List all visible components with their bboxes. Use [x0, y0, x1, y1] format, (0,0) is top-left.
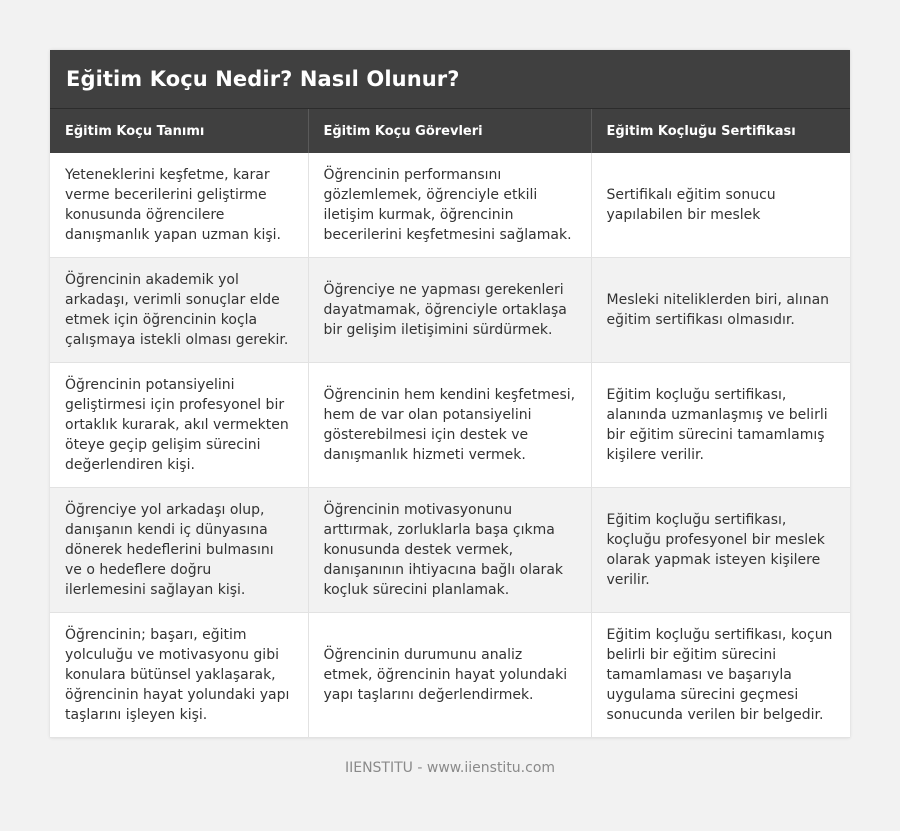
- table-cell: Öğrencinin akademik yol arkadaşı, verimli sonuçlar elde etmek için öğrencinin koçla çalışmaya istekli olması gerekir.: [50, 258, 308, 363]
- table-cell: Sertifikalı eğitim sonucu yapılabilen bir meslek: [591, 153, 850, 258]
- table-row: [50, 613, 850, 738]
- content-card: [50, 50, 850, 738]
- table-cell: Öğrencinin hem kendini keşfetmesi, hem de var olan potansiyelini gösterebilmesi için destek ve danışmanlık hizmeti vermek.: [308, 363, 591, 488]
- table-cell: Eğitim koçluğu sertifikası, koçluğu profesyonel bir meslek olarak yapmak isteyen kişilere verilir.: [591, 488, 850, 613]
- title-bar: [50, 50, 850, 109]
- table-cell: Öğrencinin performansını gözlemlemek, öğrenciyle etkili iletişim kurmak, öğrencinin becerilerini keşfetmesini sağlamak.: [308, 153, 591, 258]
- column-header-certificate: Eğitim Koçluğu Sertifikası: [591, 109, 850, 153]
- table-header-row: [50, 109, 850, 153]
- table-cell: Öğrencinin durumunu analiz etmek, öğrencinin hayat yolundaki yapı taşlarını değerlendirmek.: [308, 613, 591, 738]
- table-cell: Öğrencinin motivasyonunu arttırmak, zorluklarla başa çıkma konusunda destek vermek, danışanının ihtiyacına bağlı olarak koçluk sürecini planlamak.: [308, 488, 591, 613]
- table-cell: Öğrenciye ne yapması gerekenleri dayatmamak, öğrenciyle ortaklaşa bir gelişim iletişimini sürdürmek.: [308, 258, 591, 363]
- page-title: Eğitim Koçu Nedir? Nasıl Olunur?: [66, 67, 460, 91]
- column-header-definition: Eğitim Koçu Tanımı: [50, 109, 308, 153]
- table-cell: Eğitim koçluğu sertifikası, koçun belirli bir eğitim sürecini tamamlaması ve başarıyla uygulama sürecini geçmesi sonucunda verilen bir belgedir.: [591, 613, 850, 738]
- column-header-duties: Eğitim Koçu Görevleri: [308, 109, 591, 153]
- table-row: [50, 258, 850, 363]
- table-cell: Öğrencinin potansiyelini geliştirmesi için profesyonel bir ortaklık kurarak, akıl vermekten öteye geçip gelişim sürecini değerlendiren kişi.: [50, 363, 308, 488]
- table-row: [50, 488, 850, 613]
- info-table: [50, 109, 850, 738]
- table-row: [50, 363, 850, 488]
- table-cell: Öğrencinin; başarı, eğitim yolculuğu ve motivasyonu gibi konulara bütünsel yaklaşarak, öğrencinin hayat yolundaki yapı taşlarını işleyen kişi.: [50, 613, 308, 738]
- footer-credit: IIENSTITU - www.iienstitu.com: [344, 760, 556, 776]
- table-row: [50, 153, 850, 258]
- table-cell: Mesleki niteliklerden biri, alınan eğitim sertifikası olmasıdır.: [591, 258, 850, 363]
- table-cell: Öğrenciye yol arkadaşı olup, danışanın kendi iç dünyasına dönerek hedeflerini bulmasını ve o hedeflere doğru ilerlemesini sağlayan kişi.: [50, 488, 308, 613]
- table-cell: Yeteneklerini keşfetme, karar verme becerilerini geliştirme konusunda öğrencilere danışmanlık yapan uzman kişi.: [50, 153, 308, 258]
- table-cell: Eğitim koçluğu sertifikası, alanında uzmanlaşmış ve belirli bir eğitim sürecini tamamlamış kişilere verilir.: [591, 363, 850, 488]
